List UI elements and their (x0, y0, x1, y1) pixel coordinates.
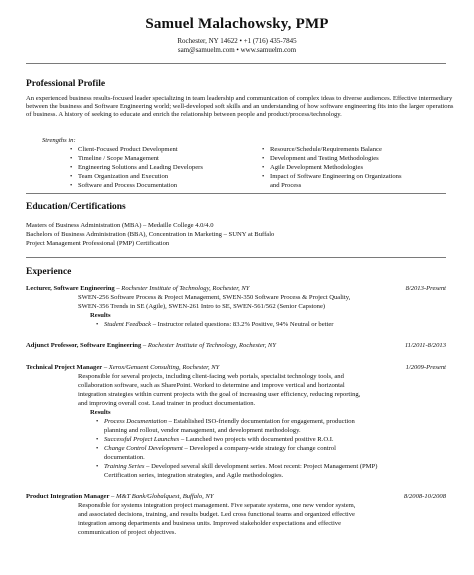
job-description-line: integration among departments and business units. Improved stakeholder expectations and effective (78, 520, 342, 527)
job-description-line: integration strategies within current projects with the goal of increasing user efficiency, reducing reporting, (78, 391, 361, 398)
job-description-line: and associated decisions, training, and results budget. Led cross functional teams and organized effective (78, 511, 355, 518)
profile-summary: An experienced business results-focused leader specializing in team leadership and communication of complex ideas to diverse audiences. Effective intermediary between the business and Software Engineering world; well-developed soft skills and an understanding of how software engineering fits into the larger operations of business. A history of seeking to educate and enrich the relationship between people and product/process/technology. (26, 95, 454, 119)
job-description-line: Responsible for several projects, including client-facing web portals, specialist technology tools, and (78, 373, 344, 380)
result-item-continued: Certification series, integration strategies, and Agile methodologies. (104, 472, 284, 479)
results-label: Results (90, 312, 111, 319)
results-label: Results (90, 409, 111, 416)
job-title: Technical Project Manager (26, 364, 103, 371)
contact-web: sam@samuelm.com • www.samuelm.com (177, 46, 297, 54)
profile-heading: Professional Profile (26, 79, 106, 89)
job-title: Product Integration Manager (26, 493, 110, 500)
job-description-line: SWEN-256 Software Process & Project Management, SWEN-350 Software Process & Project Quality, (78, 294, 351, 301)
job-title: Lecturer, Software Engineering (26, 285, 115, 292)
strengths-label: Strengths in: (42, 137, 76, 144)
result-item-continued: planning and rollout, vendor management, and development methodology. (104, 427, 301, 434)
job-title: Adjunct Professor, Software Engineering (26, 342, 142, 349)
strength-item: • Engineering Solutions and Leading Developers (78, 164, 203, 171)
job-dates: 1/2009-Present (405, 364, 446, 371)
job-dates: 8/2013-Present (405, 285, 446, 292)
strength-item-continued: and Process (270, 182, 302, 189)
job-header (26, 364, 446, 371)
experience-heading: Experience (26, 267, 72, 277)
strength-item: • Software and Process Documentation (78, 182, 177, 189)
job-description-line: collaboration software, such as SharePoint. Worked to determine and improve vertical and horizontal (78, 382, 345, 389)
job-header (26, 285, 446, 292)
profile-divider (26, 193, 446, 194)
strength-item: • Timeline / Scope Management (78, 155, 159, 162)
education-divider (26, 257, 446, 258)
strength-item: • Agile Development Methodologies (270, 164, 363, 171)
result-item: • Student Feedback – Instructor related questions: 83.2% Positive, 94% Neutral or better (104, 321, 333, 328)
job-dates: 11/2011-8/2013 (404, 342, 446, 349)
header-divider (26, 63, 446, 64)
result-item: • Process Documentation – Established ISO-friendly documentation for engagement, production (104, 418, 355, 425)
strength-item: • Impact of Software Engineering on Organizations (270, 173, 402, 180)
result-item: • Change Control Development – Developed a company-wide strategy for change control (104, 445, 336, 452)
strength-item: • Resource/Schedule/Requirements Balance (270, 146, 382, 153)
job-description-line: Responsible for systems integration project management. Five separate systems, one new vendor system, (78, 502, 356, 509)
job-header (26, 342, 446, 349)
job-employer: – Rochester Institute of Technology, Rochester, NY (141, 342, 276, 349)
job-employer: – Rochester Institute of Technology, Rochester, NY (114, 285, 250, 292)
result-item: • Successful Project Launches – Launched two projects with documented positive R.O.I. (104, 436, 334, 443)
result-item: • Training Series – Developed several skill development series. Most recent: Project Management (PMP) (104, 463, 377, 470)
strength-item: • Client-Focused Product Development (78, 146, 178, 153)
job-employer: – Xerox/Genuent Consulting, Rochester, NY (102, 364, 220, 371)
strength-item: • Development and Testing Methodologies (270, 155, 379, 162)
job-description-line: communication of project objectives. (78, 529, 177, 536)
job-employer: – M&T Bank/Globalquest, Buffalo, NY (109, 493, 214, 500)
education-line: Masters of Business Administration (MBA) – Medaille College 4.0/4.0 (26, 222, 214, 229)
education-line: Project Management Professional (PMP) Certification (26, 240, 170, 247)
contact-address: Rochester, NY 14622 • +1 (716) 435-7845 (177, 37, 297, 45)
job-dates: 8/2008-10/2008 (403, 493, 446, 500)
job-description-line: and improving overall cost. Lead trainer in product documentation. (78, 400, 256, 407)
strength-item: • Team Organization and Execution (78, 173, 168, 180)
job-header (26, 493, 446, 500)
education-heading: Education/Certifications (26, 202, 126, 212)
job-description-line: SWEN-356 Trends in SE (Agile), SWEN-261 Intro to SE, SWEN-561/562 (Senior Capstone) (78, 303, 326, 310)
candidate-name: Samuel Malachowsky, PMP (145, 16, 329, 32)
result-item-continued: documentation. (104, 454, 145, 461)
education-line: Bachelors of Business Administration (BBA), Concentration in Marketing – SUNY at Buffalo (26, 231, 275, 238)
